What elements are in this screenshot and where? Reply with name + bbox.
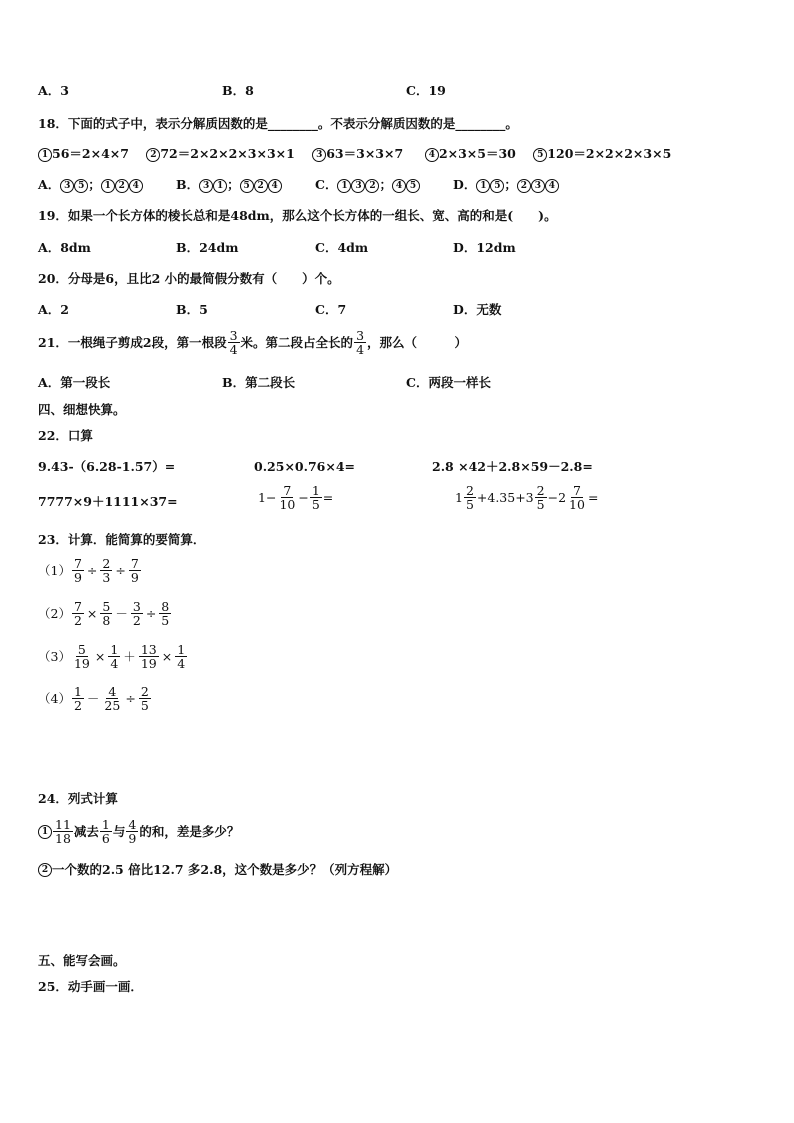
section-heading-5: 五、能写会画。 [38, 953, 126, 968]
q23-problem-3: （3） $\frac{5}{19}$ × $\frac{1}{4}$ ＋ $\frac{13}{19}$ × $\frac{1}{4}$ [38, 642, 186, 671]
q18-question: 18．下面的式子中，表示分解质因数的是________。不表示分解质因数的是________。 [38, 116, 518, 131]
q22-expr-2: 0.25×0.76×4= [254, 459, 356, 474]
q18-item-3: 3 63＝3×3×7 [312, 146, 403, 161]
q18-option-c: C． 1 3 2 ； 4 5 [315, 177, 420, 193]
q20-option-d: D．无数 [453, 302, 502, 317]
q20-option-c: C．7 [315, 302, 347, 317]
q18-item-1: 1 56＝2×4×7 [38, 146, 129, 161]
q23-title: 23．计算．能简算的要简算． [38, 532, 206, 547]
q17-option-b: B．8 [222, 83, 254, 98]
q22-title: 22．口算 [38, 428, 93, 443]
q24-line-1: 1 $\frac{11}{18}$ 减去 $\frac{1}{6}$ 与 $\frac{4}{9}$ 的和，差是多少？ [38, 818, 239, 845]
section-heading-4: 四、细想快算。 [38, 402, 126, 417]
q19-question: 19．如果一个长方体的棱长总和是48dm，那么这个长方体的一组长、宽、高的和是( )。 [38, 208, 557, 223]
q20-question: 20．分母是6，且比2 小的最简假分数有（ ）个。 [38, 271, 340, 286]
q19-option-a: A．8dm [38, 240, 91, 255]
q18-item-5: 5 120＝2×2×2×3×5 [533, 146, 671, 161]
q18-option-b: B． 3 1 ； 5 2 4 [176, 177, 282, 193]
q19-option-c: C．4dm [315, 240, 369, 255]
q24-line-2: 2 一个数的2.5 倍比12.7 多2.8，这个数是多少？（列方程解） [38, 862, 397, 878]
q24-title: 24．列式计算 [38, 791, 118, 806]
q22-expr-4: 7777×9＋1111×37= [38, 494, 178, 509]
q17-option-a: A．3 [38, 83, 69, 98]
q21-option-a: A．第一段长 [38, 375, 111, 390]
q18-option-d: D． 1 5 ； 2 3 4 [453, 177, 559, 193]
q23-problem-2: （2） $\frac{7}{2}$ × $\frac{5}{8}$ － $\frac{3}{2}$ ÷ $\frac{8}{5}$ [38, 599, 170, 628]
q18-option-a: A． 3 5 ； 1 2 4 [38, 177, 143, 193]
q20-option-b: B．5 [176, 302, 208, 317]
q21-option-b: B．第二段长 [222, 375, 296, 390]
q25-title: 25．动手画一画． [38, 979, 143, 994]
q18-item-4: 4 2×3×5＝30 [425, 146, 516, 161]
q18-items [38, 146, 671, 162]
q19-option-b: B．24dm [176, 240, 239, 255]
q17-option-c: C．19 [406, 83, 446, 98]
q21-option-c: C．两段一样长 [406, 375, 491, 390]
q22-expr-3: 2.8 ×42＋2.8×59－2.8= [432, 459, 593, 474]
q23-problem-4: （4） $\frac{1}{2}$ － $\frac{4}{25}$ ÷ $\frac{2}{5}$ [38, 684, 149, 713]
q23-problem-1: （1） $\frac{7}{9}$ ÷ $\frac{2}{3}$ ÷ $\frac{7}{9}$ [38, 556, 139, 585]
q18-item-2: 2 72＝2×2×2×3×3×1 [146, 146, 294, 161]
q21-question: 21．一根绳子剪成2段，第一根段 $\frac{3}{4}$ 米。第二段占全长的 $\frac{3}{4}$ ，那么（ ） [38, 328, 468, 357]
q22-expr-5: 1− $\frac{7}{10}$ − $\frac{1}{5}$ = [258, 483, 334, 512]
q22-expr-6: 1 $\frac{2}{5}$ +4.35+3 $\frac{2}{5}$ −2 $\frac{7}{10}$ = [455, 483, 599, 512]
q22-expr-1: 9.43-（6.28-1.57）= [38, 459, 176, 474]
q20-option-a: A．2 [38, 302, 69, 317]
fraction: $\frac{3}{4}$ [356, 328, 365, 357]
q19-option-d: D．12dm [453, 240, 516, 255]
fraction: $\frac{3}{4}$ [229, 328, 238, 357]
